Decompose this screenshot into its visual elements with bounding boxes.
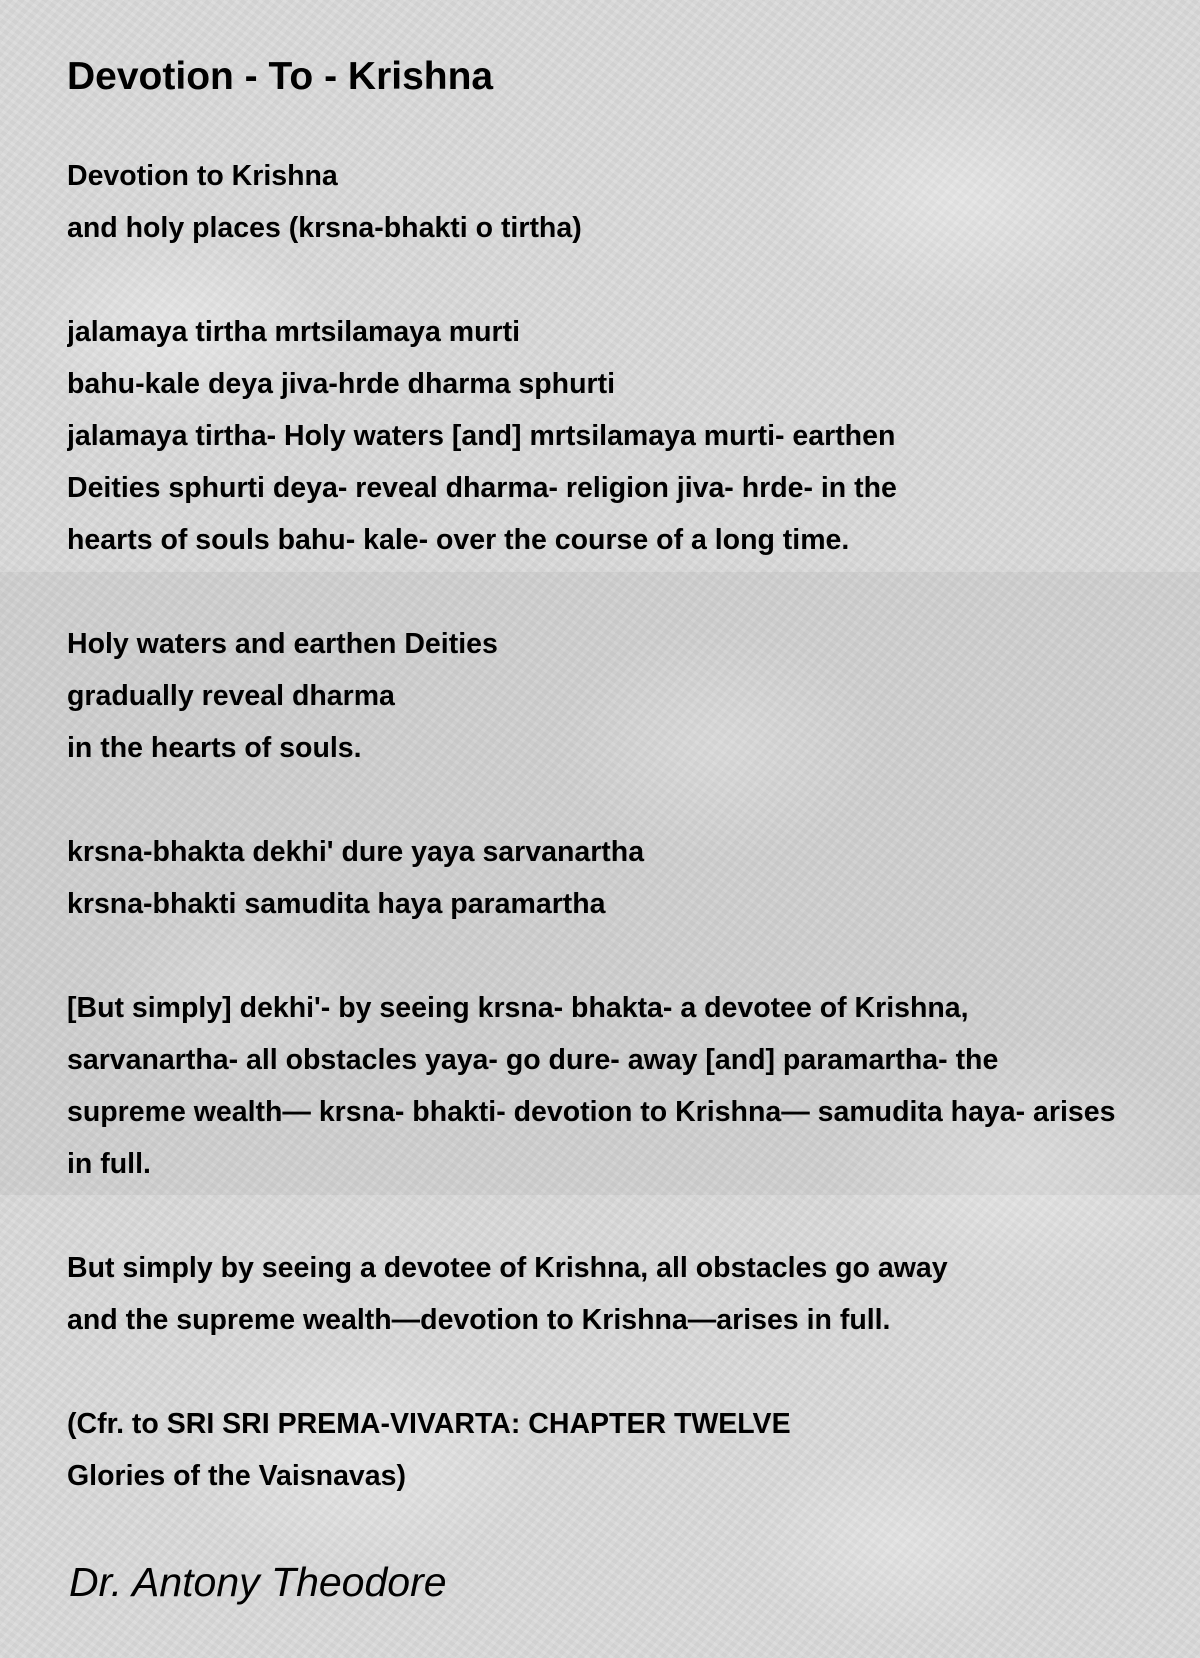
stanza	[67, 826, 1200, 930]
poem-line: [But simply] dekhi'- by seeing krsna- bhakta- a devotee of Krishna,	[67, 992, 969, 1024]
poem-line: gradually reveal dharma	[67, 680, 395, 712]
stanza	[67, 1242, 1200, 1346]
poem-line: jalamaya tirtha- Holy waters [and] mrtsilamaya murti- earthen	[67, 420, 896, 452]
poem-line: krsna-bhakta dekhi' dure yaya sarvanartha	[67, 836, 645, 868]
poem-line: sarvanartha- all obstacles yaya- go dure- away [and] paramartha- the	[67, 1044, 999, 1076]
poem-line: in the hearts of souls.	[67, 732, 362, 764]
poem-line: (Cfr. to SRI SRI PREMA-VIVARTA: CHAPTER TWELVE	[67, 1408, 791, 1440]
poem-line: hearts of souls bahu- kale- over the course of a long time.	[67, 524, 850, 556]
poem-author: Dr. Antony Theodore	[69, 1559, 447, 1605]
stanza	[67, 618, 1200, 774]
poem-title: Devotion - To - Krishna	[67, 55, 494, 98]
stanza	[67, 150, 1200, 254]
poem-line: Glories of the Vaisnavas)	[67, 1460, 406, 1492]
stanza	[67, 306, 1200, 566]
poem-line: supreme wealth— krsna- bhakti- devotion to Krishna— samudita haya- arises	[67, 1096, 1116, 1128]
stanza	[67, 1398, 1200, 1502]
poem-line: But simply by seeing a devotee of Krishna, all obstacles go away	[67, 1252, 948, 1284]
poem-line: krsna-bhakti samudita haya paramartha	[67, 888, 606, 920]
poem-body	[67, 150, 1200, 1554]
poem-line: bahu-kale deya jiva-hrde dharma sphurti	[67, 368, 615, 400]
stanza	[67, 982, 1200, 1190]
poem-line: Holy waters and earthen Deities	[67, 628, 498, 660]
poem-line: and holy places (krsna-bhakti o tirtha)	[67, 212, 582, 244]
poem-line: Devotion to Krishna	[67, 160, 338, 192]
poem-line: Deities sphurti deya- reveal dharma- religion jiva- hrde- in the	[67, 472, 897, 504]
poem-line: jalamaya tirtha mrtsilamaya murti	[67, 316, 521, 348]
poem-line: in full.	[67, 1148, 151, 1180]
poem-line: and the supreme wealth—devotion to Krishna—arises in full.	[67, 1304, 891, 1336]
